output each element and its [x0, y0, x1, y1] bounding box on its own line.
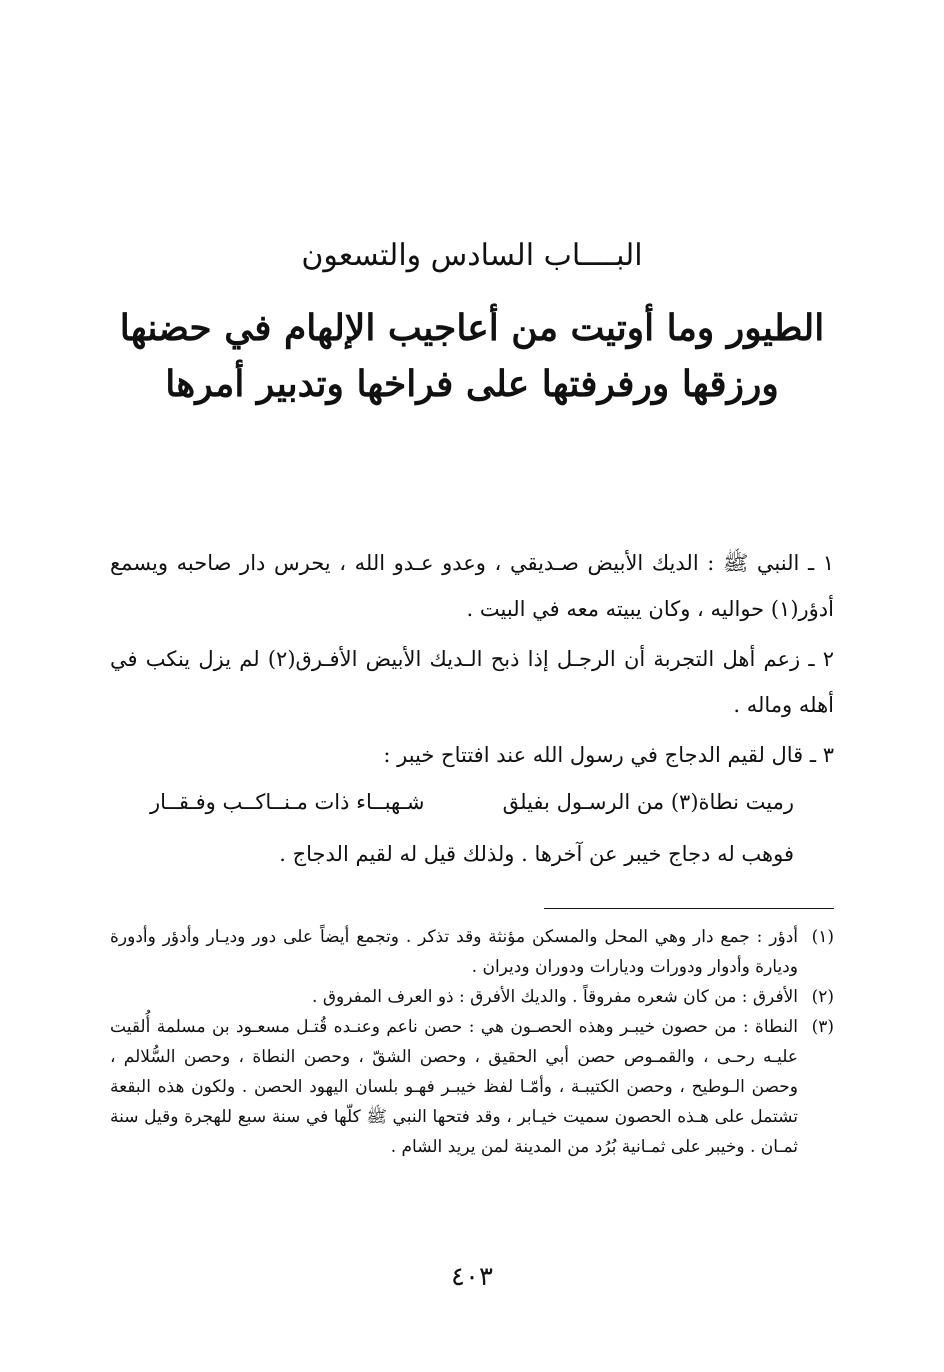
footnote-3 — [110, 1012, 834, 1162]
footnotes — [110, 922, 834, 1162]
paragraph-3: ٣ ـ قال لقيم الدجاج في رسول الله عند افتتاح خيبر : — [383, 743, 834, 767]
footnote-1 — [110, 922, 834, 982]
footnote-number: (١) — [811, 927, 834, 947]
chapter-label: البــــاب السادس والتسعون — [301, 238, 643, 273]
paragraph-1: ١ ـ النبي ﷺ : الديك الأبيض صـديقي ، وعدو عـدو الله ، يحرس دار صاحبه ويسمع أدؤر(١) حواليه ، وكان يبيته معه في البيت . — [110, 551, 834, 621]
verse-first-hemistich: رميت نطاة(٣) من الرسـول بفيلق — [502, 790, 794, 814]
footnote-number: (٣) — [811, 1017, 834, 1037]
page-number: ٤٠٣ — [451, 1262, 493, 1292]
footnote-text: أدؤر : جمع دار وهي المحل والمسكن مؤنثة وقد تذكر . وتجمع أيضاً على دور وديـار وأدؤر وأدورة وديارة وأدوار ودورات وديارات ودوران وديران . — [110, 927, 798, 977]
footnote-2 — [110, 982, 834, 1012]
verse-second-hemistich: شـهبــاء ذات مـنــاكــب وفـقــار — [150, 790, 425, 814]
footnote-divider — [544, 908, 834, 909]
closing-text: فوهب له دجاج خيبر عن آخرها . ولذلك قيل له لقيم الدجاج . — [279, 842, 794, 866]
paragraph-2: ٢ ـ زعم أهل التجربة أن الرجـل إذا ذبح الـديك الأبيض الأفـرق(٢) لم يزل ينكب في أهله وماله . — [110, 647, 834, 717]
chapter-title-line-1: الطيور وما أوتيت من أعاجيب الإلهام في حضنها — [119, 307, 825, 349]
footnote-text: النطاة : من حصون خيبـر وهذه الحصـون هي : حصن ناعم وعنـده قُتـل مسعـود بن مسلمة أُلقيت عليـه رحـى ، والقمـوص حصن أبي الحقيق ، وحصن الشقّ ، وحصن النطاة ، وحصن السُّلالم ، وحصن الـوطيح ، وحصن الكتيبـة ، وأمّـا لفظ خيبـر فهـو بلسان اليهود الحصن . ولكون هذه البقعة تشتمل على هـذه الحصون سميت خيـابر ، وقد فتحها النبي ﷺ كلّها في سنة سبع للهجرة وقيل سنة ثمـان . وخيبر على ثمـانية بُرُد من المدينة لمن يريد الشام . — [110, 1017, 798, 1157]
chapter-title-line-2: ورزقها ورفرفتها على فراخها وتدبير أمرها — [165, 363, 779, 405]
footnote-number: (٢) — [811, 987, 834, 1007]
footnote-text: الأفرق : من كان شعره مفروقاً . والديك الأفرق : ذو العرف المفروق . — [312, 987, 798, 1007]
